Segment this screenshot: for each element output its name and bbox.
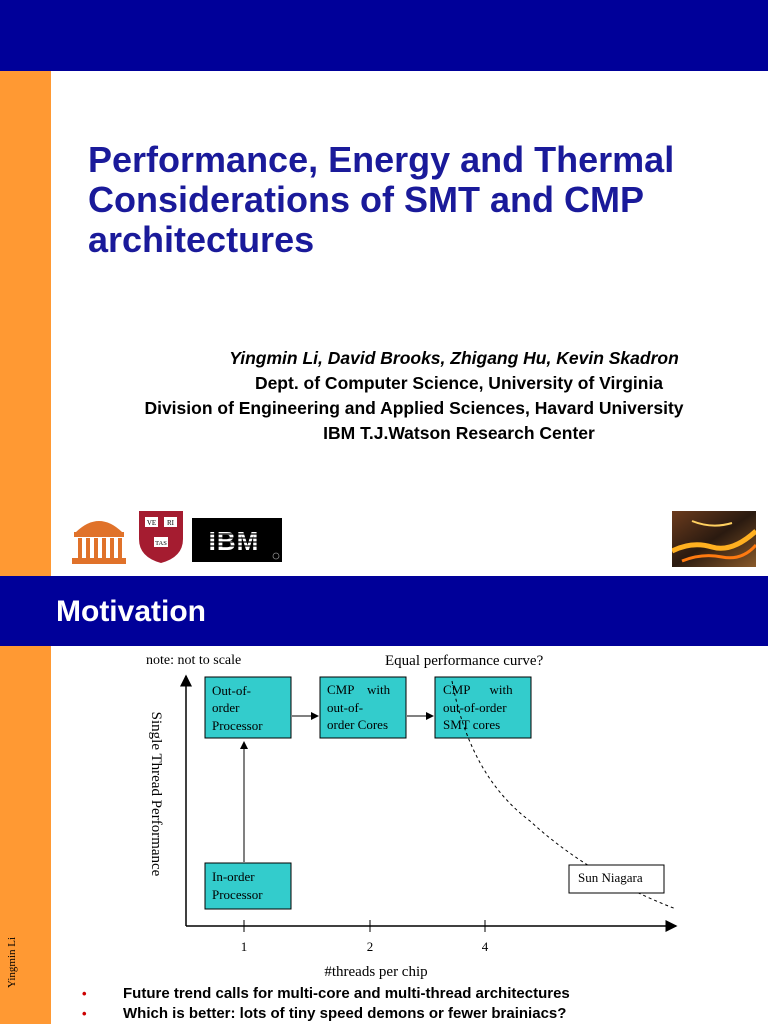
y-axis-label: Single Thread Performance [148,711,164,877]
box-ooo-line1: Out-of- [212,683,251,698]
uva-rotunda-logo [70,508,128,566]
motivation-slide [0,576,768,1024]
ibm-logo [192,518,282,562]
bullet-item [82,1004,762,1024]
harvard-shield-logo [137,509,185,564]
box-smt-line2: out-of-order [443,700,507,715]
bullet-item [82,984,762,1004]
lava-photo [672,511,756,567]
box-ooo-processor [205,677,291,738]
box-cmp-line2: out-of- [327,700,364,715]
author-block [60,346,768,446]
harvard-text-3: TAS [155,540,167,547]
box-cmp-line3: order Cores [327,717,389,732]
box-inorder-line1: In-order [212,869,255,884]
affiliation-ibm: IBM T.J.Watson Research Center [323,423,595,443]
x-tick-label-1: 1 [240,939,248,954]
box-inorder-line2: Processor [212,887,263,902]
sun-niagara-label: Sun Niagara [578,870,643,885]
box-smt-line3: SMT cores [443,717,501,732]
affiliation-uva: Dept. of Computer Science, University of Virginia [254,373,664,393]
bullet-dot-icon: • [82,986,87,1001]
bullet-text: Which is better: lots of tiny speed demons or fewer brainiacs? [123,1005,567,1022]
motivation-title: Motivation [56,595,206,628]
box-cmp-line1: CMP with [327,682,391,697]
box-ooo-line2: order [212,700,240,715]
box-sun-niagara [569,865,664,893]
box-inorder-processor [205,863,291,909]
bullet-dot-icon: • [82,1006,87,1021]
x-tick-label-2: 2 [366,939,374,954]
x-tick-label-4: 4 [481,939,489,954]
affiliation-harvard: Division of Engineering and Applied Sciences, Havard University [144,398,684,418]
harvard-text-1: VE [146,519,157,527]
box-smt-line1: CMP with [443,682,513,697]
top-header-bar [0,0,768,71]
footer-author-name: Yingmin Li [6,936,18,988]
bullet-text: Future trend calls for multi-core and multi-thread architectures [123,985,570,1002]
left-orange-bar [0,71,51,576]
box-ooo-line3: Processor [212,718,263,733]
performance-diagram [0,576,768,981]
ibm-logo-text: IBM [208,526,260,556]
box-cmp-smt-cores [435,677,531,738]
curve-label: Equal performance curve? [385,653,544,669]
harvard-text-2: RI [167,519,174,527]
motivation-bullets [82,984,762,1024]
author-names: Yingmin Li, David Brooks, Zhigang Hu, Kevin Skadron [229,348,679,368]
x-axis-label: #threads per chip [324,964,428,980]
scale-note: note: not to scale [146,653,242,668]
paper-title: Performance, Energy and Thermal Considerations of SMT and CMP architectures [88,139,675,260]
box-cmp-ooo-cores [320,677,406,738]
